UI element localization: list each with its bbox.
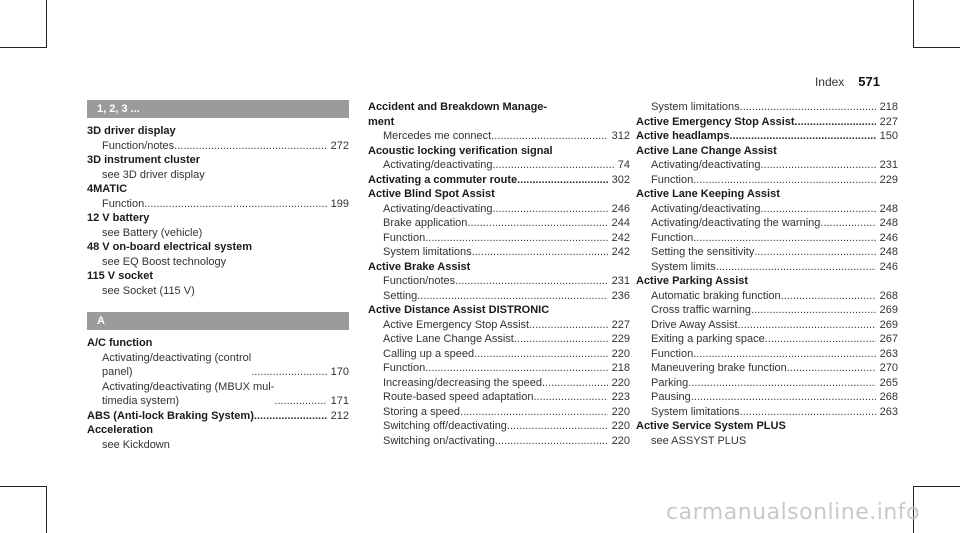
page-reference: 246 bbox=[879, 260, 898, 273]
index-column-3 bbox=[636, 100, 898, 448]
index-heading bbox=[636, 144, 898, 159]
see-reference bbox=[87, 284, 349, 299]
header-index-label: Index bbox=[814, 75, 845, 89]
index-subentry bbox=[636, 390, 898, 405]
index-subentry bbox=[368, 289, 630, 304]
leader-dots bbox=[716, 260, 876, 275]
leader-dots bbox=[754, 245, 875, 260]
leader-dots bbox=[740, 100, 876, 115]
leader-dots bbox=[693, 173, 875, 188]
entry-text: Activating a commuter route bbox=[368, 173, 518, 186]
page-reference: 246 bbox=[879, 231, 898, 244]
leader-dots bbox=[795, 115, 876, 130]
index-subentry bbox=[636, 347, 898, 362]
entry-text: Maneuvering brake function bbox=[651, 362, 787, 374]
page-reference: 231 bbox=[611, 275, 630, 287]
entry-text: Active Emergency Stop Assist bbox=[383, 318, 530, 331]
entry-text: Function/notes bbox=[102, 139, 175, 152]
crop-mark bbox=[46, 486, 47, 533]
index-heading bbox=[87, 124, 349, 139]
entry-text: ABS (Anti-lock Braking System) bbox=[87, 409, 254, 422]
see-text: see Kickdown bbox=[102, 438, 170, 451]
page-reference: 248 bbox=[879, 246, 898, 258]
crop-mark bbox=[913, 0, 914, 48]
leader-dots bbox=[495, 434, 608, 449]
page-reference: 171 bbox=[330, 395, 349, 407]
index-heading bbox=[87, 153, 349, 168]
index-subentry bbox=[636, 405, 898, 420]
entry-text: Active Lane Change Assist bbox=[383, 333, 514, 345]
page-reference: 220 bbox=[611, 376, 630, 389]
index-heading bbox=[87, 269, 349, 284]
page-reference: 220 bbox=[611, 405, 630, 418]
leader-dots bbox=[760, 202, 875, 217]
index-subentry bbox=[87, 197, 349, 212]
entry-text: Route-based speed adaptation bbox=[383, 391, 534, 403]
entry-text: 3D driver display bbox=[87, 125, 176, 137]
index-heading bbox=[368, 100, 630, 129]
index-subentry bbox=[368, 390, 630, 405]
index-heading bbox=[636, 187, 898, 202]
entry-text: Function bbox=[651, 347, 694, 360]
leader-dots bbox=[507, 419, 608, 434]
index-subentry bbox=[636, 332, 898, 347]
index-heading bbox=[368, 260, 630, 275]
entry-text: Activating/deactivating bbox=[383, 159, 493, 171]
page-reference: 229 bbox=[879, 173, 898, 186]
page-reference: 263 bbox=[879, 347, 898, 360]
entry-text: Parking bbox=[651, 376, 689, 389]
page-reference: 220 bbox=[611, 347, 630, 360]
see-text: see ASSYST PLUS bbox=[651, 434, 747, 447]
entry-text: Setting the sensitivity bbox=[651, 246, 755, 258]
leader-dots bbox=[251, 365, 326, 380]
page-reference: 267 bbox=[879, 333, 898, 345]
leader-dots bbox=[688, 376, 875, 391]
index-subentry bbox=[368, 231, 630, 246]
index-subentry bbox=[636, 202, 898, 217]
page-reference: 268 bbox=[879, 289, 898, 302]
leader-dots bbox=[474, 347, 608, 362]
leader-dots bbox=[425, 231, 607, 246]
index-subentry bbox=[636, 361, 898, 376]
page-reference: 229 bbox=[611, 333, 630, 345]
entry-text: Active Brake Assist bbox=[368, 260, 471, 273]
page-reference: 236 bbox=[611, 289, 630, 302]
see-reference bbox=[87, 438, 349, 453]
leader-dots bbox=[467, 216, 607, 231]
page-reference: 269 bbox=[879, 318, 898, 331]
index-subentry bbox=[87, 139, 349, 154]
index-heading bbox=[368, 187, 630, 202]
index-heading bbox=[87, 409, 349, 424]
index-subentry bbox=[636, 318, 898, 333]
see-text: see 3D driver display bbox=[102, 168, 205, 181]
see-reference bbox=[636, 434, 898, 449]
entry-text: Automatic braking function bbox=[651, 289, 781, 302]
page-reference: 263 bbox=[879, 405, 898, 418]
page-reference: 246 bbox=[611, 202, 630, 215]
leader-dots bbox=[693, 347, 875, 362]
leader-dots bbox=[417, 289, 607, 304]
leader-dots bbox=[820, 216, 875, 231]
leader-dots bbox=[492, 158, 613, 173]
index-column-1 bbox=[87, 100, 349, 452]
index-heading bbox=[636, 274, 898, 289]
leader-dots bbox=[174, 139, 326, 154]
page-reference: 269 bbox=[879, 304, 898, 316]
leader-dots bbox=[691, 390, 876, 405]
entry-text: Function bbox=[383, 362, 426, 374]
page-reference: 227 bbox=[611, 318, 630, 331]
leader-dots bbox=[274, 394, 326, 409]
entry-text: Cross traffic warning bbox=[651, 304, 752, 316]
index-subentry bbox=[636, 231, 898, 246]
page-reference: 170 bbox=[330, 366, 349, 378]
entry-text: 115 V socket bbox=[87, 270, 154, 282]
index-subentry bbox=[87, 380, 349, 409]
index-subentry bbox=[368, 419, 630, 434]
entry-text: Active Parking Assist bbox=[636, 275, 749, 287]
entry-text: Switching on/activating bbox=[383, 434, 495, 447]
entry-text: Exiting a parking space bbox=[651, 333, 765, 345]
see-text: see Socket (115 V) bbox=[102, 284, 195, 297]
entry-text: Active Emergency Stop Assist bbox=[636, 115, 795, 128]
index-heading bbox=[368, 144, 630, 159]
leader-dots bbox=[514, 332, 608, 347]
page-reference: 150 bbox=[879, 130, 898, 142]
index-subentry bbox=[368, 347, 630, 362]
index-subentry bbox=[636, 303, 898, 318]
section-band: 1, 2, 3 ... bbox=[87, 100, 349, 118]
index-subentry bbox=[636, 245, 898, 260]
see-reference bbox=[87, 226, 349, 241]
entry-text: System limitations bbox=[651, 101, 740, 113]
entry-text: Active Distance Assist DISTRONIC bbox=[368, 304, 550, 316]
leader-dots bbox=[455, 274, 607, 289]
leader-dots bbox=[760, 158, 875, 173]
entry-text: Acceleration bbox=[87, 424, 154, 436]
leader-dots bbox=[460, 405, 608, 420]
see-text: see Battery (vehicle) bbox=[102, 226, 203, 239]
page-reference: 302 bbox=[611, 173, 630, 186]
index-heading bbox=[636, 129, 898, 144]
page-reference: 248 bbox=[879, 202, 898, 215]
see-reference bbox=[87, 168, 349, 183]
entry-text: Calling up a speed bbox=[383, 347, 475, 360]
index-subentry bbox=[368, 405, 630, 420]
entry-text: Activating/deactivating bbox=[383, 202, 493, 215]
index-subentry bbox=[368, 434, 630, 449]
entry-text: Activating/deactivating (control panel) bbox=[102, 351, 252, 378]
index-heading bbox=[87, 182, 349, 197]
entry-text: Function bbox=[102, 197, 145, 210]
entry-text: Setting bbox=[383, 289, 418, 302]
entry-text: Function bbox=[651, 173, 694, 186]
index-heading bbox=[87, 423, 349, 438]
crop-mark bbox=[914, 47, 960, 48]
page-reference: 218 bbox=[879, 101, 898, 113]
entry-text: Activating/deactivating (MBUX mul- timedia system) bbox=[102, 380, 275, 407]
page-reference: 220 bbox=[611, 434, 630, 447]
entry-text: 12 V battery bbox=[87, 212, 150, 224]
index-subentry bbox=[636, 376, 898, 391]
index-heading bbox=[368, 303, 630, 318]
index-subentry bbox=[636, 100, 898, 115]
entry-text: Function bbox=[383, 231, 426, 244]
watermark: carmanualsonline.info bbox=[666, 500, 920, 525]
page-reference: 74 bbox=[617, 159, 630, 171]
index-heading bbox=[87, 240, 349, 255]
crop-mark bbox=[0, 486, 46, 487]
section-band: A bbox=[87, 312, 349, 330]
entry-text: Acoustic locking verification signal bbox=[368, 144, 553, 157]
entry-text: Active Lane Change Assist bbox=[636, 144, 777, 157]
index-subentry bbox=[368, 202, 630, 217]
page-reference: 231 bbox=[879, 159, 898, 171]
leader-dots bbox=[542, 376, 608, 391]
leader-dots bbox=[693, 231, 875, 246]
crop-mark bbox=[914, 486, 960, 487]
leader-dots bbox=[740, 405, 876, 420]
index-subentry bbox=[636, 173, 898, 188]
index-subentry bbox=[636, 158, 898, 173]
index-subentry bbox=[368, 332, 630, 347]
page-reference: 223 bbox=[611, 391, 630, 403]
entry-text: Function bbox=[651, 231, 694, 244]
page-reference: 218 bbox=[611, 362, 630, 374]
page-reference: 268 bbox=[879, 391, 898, 403]
page-header bbox=[815, 74, 880, 89]
index-heading bbox=[636, 419, 898, 434]
entry-text: Activating/deactivating bbox=[651, 159, 761, 171]
entry-text: Pausing bbox=[651, 391, 691, 403]
index-subentry bbox=[368, 318, 630, 333]
page-reference: 227 bbox=[879, 115, 898, 128]
index-subentry bbox=[636, 216, 898, 231]
entry-text: Accident and Breakdown Manage- ment bbox=[368, 101, 548, 128]
page-reference: 248 bbox=[879, 217, 898, 229]
crop-mark bbox=[0, 47, 46, 48]
leader-dots bbox=[254, 409, 327, 424]
index-subentry bbox=[636, 289, 898, 304]
index-subentry bbox=[368, 361, 630, 376]
entry-text: System limitations bbox=[383, 246, 472, 258]
page-reference: 265 bbox=[879, 376, 898, 389]
index-heading bbox=[368, 173, 630, 188]
leader-dots bbox=[751, 303, 876, 318]
leader-dots bbox=[491, 129, 607, 144]
entry-text: Storing a speed bbox=[383, 405, 461, 418]
entry-text: Increasing/decreasing the speed bbox=[383, 376, 542, 389]
index-subentry bbox=[368, 245, 630, 260]
index-subentry bbox=[368, 129, 630, 144]
index-heading bbox=[87, 211, 349, 226]
leader-dots bbox=[472, 245, 608, 260]
index-column-2 bbox=[368, 100, 630, 448]
leader-dots bbox=[492, 202, 607, 217]
index-heading bbox=[636, 115, 898, 130]
entry-text: Drive Away Assist bbox=[651, 318, 738, 331]
page-reference: 312 bbox=[611, 130, 630, 142]
entry-text: Active headlamps bbox=[636, 130, 730, 142]
index-subentry bbox=[368, 376, 630, 391]
entry-text: Activating/deactivating the warning bbox=[651, 217, 821, 229]
leader-dots bbox=[765, 332, 876, 347]
leader-dots bbox=[425, 361, 607, 376]
entry-text: Active Lane Keeping Assist bbox=[636, 188, 780, 200]
leader-dots bbox=[517, 173, 608, 188]
index-subentry bbox=[636, 260, 898, 275]
leader-dots bbox=[529, 318, 608, 333]
entry-text: Brake application bbox=[383, 217, 468, 229]
leader-dots bbox=[730, 129, 876, 144]
page-reference: 270 bbox=[879, 362, 898, 374]
entry-text: Activating/deactivating bbox=[651, 202, 761, 215]
entry-text: 4MATIC bbox=[87, 183, 128, 195]
index-subentry bbox=[368, 216, 630, 231]
page-reference: 220 bbox=[611, 420, 630, 432]
entry-text: Mercedes me connect bbox=[383, 130, 492, 142]
leader-dots bbox=[738, 318, 876, 333]
page-reference: 272 bbox=[330, 139, 349, 152]
entry-text: System limits bbox=[651, 260, 716, 273]
index-subentry bbox=[368, 158, 630, 173]
page-reference: 212 bbox=[330, 409, 349, 422]
leader-dots bbox=[781, 289, 876, 304]
page-reference: 199 bbox=[330, 197, 349, 210]
entry-text: Switching off/deactivating bbox=[383, 420, 507, 432]
index-heading bbox=[87, 336, 349, 351]
entry-text: A/C function bbox=[87, 337, 153, 349]
entry-text: Function/notes bbox=[383, 275, 456, 287]
entry-text: 3D instrument cluster bbox=[87, 154, 201, 166]
index-subentry bbox=[87, 351, 349, 380]
page-reference: 242 bbox=[611, 231, 630, 244]
page-reference: 244 bbox=[611, 217, 630, 229]
page-reference: 242 bbox=[611, 246, 630, 258]
entry-text: Active Service System PLUS bbox=[636, 420, 786, 432]
entry-text: 48 V on-board electrical system bbox=[87, 241, 253, 253]
entry-text: Active Blind Spot Assist bbox=[368, 188, 495, 200]
crop-mark bbox=[46, 0, 47, 48]
leader-dots bbox=[533, 390, 607, 405]
see-text: see EQ Boost technology bbox=[102, 255, 227, 268]
index-subentry bbox=[368, 274, 630, 289]
leader-dots bbox=[144, 197, 326, 212]
entry-text: System limitations bbox=[651, 405, 740, 418]
page-number: 571 bbox=[858, 74, 880, 89]
see-reference bbox=[87, 255, 349, 270]
leader-dots bbox=[787, 361, 876, 376]
